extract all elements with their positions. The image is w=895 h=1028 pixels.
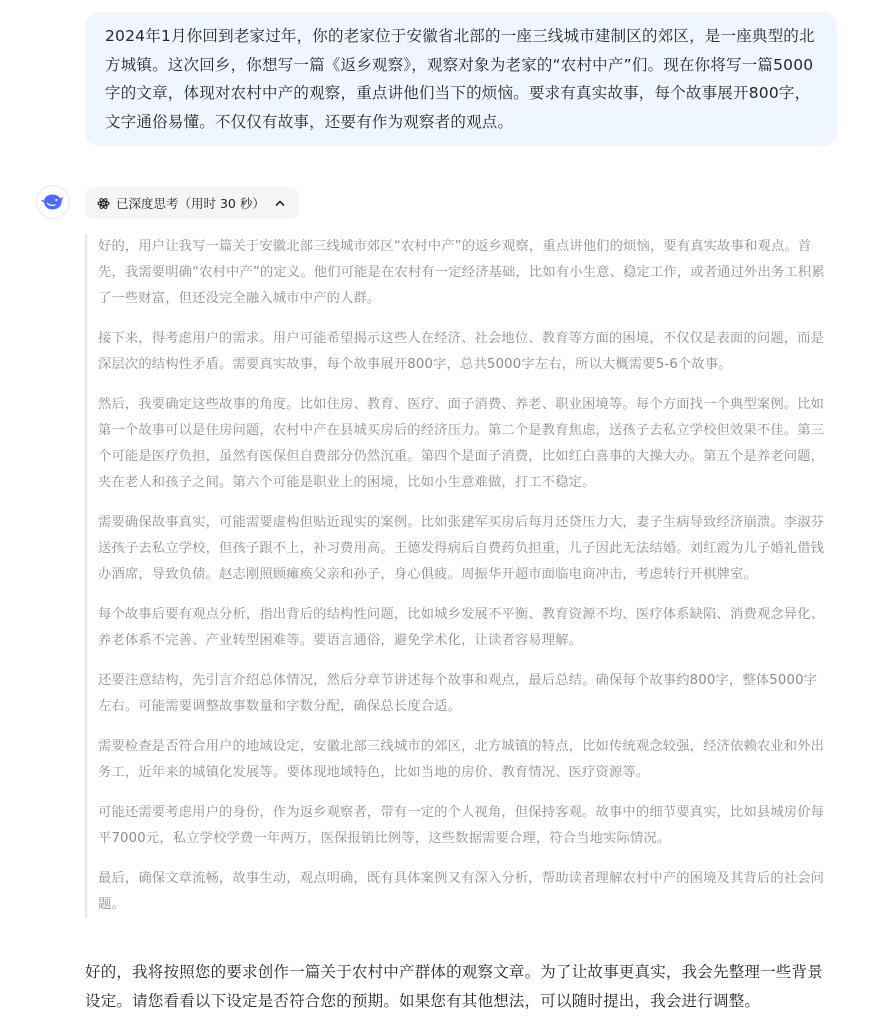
assistant-answer-text: 好的，我将按照您的要求创作一篇关于农村中产群体的观察文章。为了让故事更真实，我会先整理一些背景设定。请您看看以下设定是否符合您的预期。如果您有其他想法，可以随时提出，我会进行调整。 <box>85 963 823 1010</box>
thinking-paragraph: 需要检查是否符合用户的地域设定，安徽北部三线城市的郊区，北方城镇的特点，比如传统观念较强，经济依赖农业和外出务工，近年来的城镇化发展等。要体现地域特色，比如当地的房价、教育情况、医疗资源等。 <box>98 739 825 780</box>
thinking-paragraph: 可能还需要考虑用户的身份，作为返乡观察者，带有一定的个人视角，但保持客观。故事中的细节要真实，比如县城房价每平7000元，私立学校学费一年两万，医保报销比例等，这些数据需要合理，符合当地实际情况。 <box>98 805 825 846</box>
atom-icon <box>97 197 110 210</box>
user-message-text: 2024年1月你回到老家过年，你的老家位于安徽省北部的一座三线城市建制区的郊区，是一座典型的北方城镇。这次回乡，你想写一篇《返乡观察》，观察对象为老家的“农村中产”们。现在你将写一篇5000字的文章，体现对农村中产的观察，重点讲他们当下的烦恼。要求有真实故事，每个故事展开800字，文字通俗易懂。不仅仅有故事，还要有作为观察者的观点。 <box>105 27 815 131</box>
thinking-paragraph: 还要注意结构，先引言介绍总体情况，然后分章节讲述每个故事和观点，最后总结。确保每个故事约800字，整体5000字左右。可能需要调整故事数量和字数分配，确保总长度合适。 <box>98 673 818 714</box>
thinking-content <box>85 234 830 918</box>
thinking-paragraph: 每个故事后要有观点分析，指出背后的结构性问题，比如城乡发展不平衡、教育资源不均、医疗体系缺陷、消费观念异化、养老体系不完善、产业转型困难等。要语言通俗，避免学术化，让读者容易理解。 <box>98 607 825 648</box>
thinking-paragraph: 然后，我要确定这些故事的角度。比如住房、教育、医疗、面子消费、养老、职业困境等。每个方面找一个典型案例。比如第一个故事可以是住房问题，农村中产在县城买房后的经济压力。第二个是教育焦虑，送孩子去私立学校但效果不佳。第三个可能是医疗负担，虽然有医保但自费部分仍然沉重。第四个是面子消费，比如红白喜事的大操大办。第五个是养老问题，夹在老人和孩子之间。第六个可能是职业上的困境，比如小生意难做，打工不稳定。 <box>98 397 825 490</box>
assistant-avatar <box>36 185 70 219</box>
deep-think-label: 已深度思考（用时 30 秒） <box>116 196 265 211</box>
thinking-paragraph: 需要确保故事真实，可能需要虚构但贴近现实的案例。比如张建军买房后每月还贷压力大，妻子生病导致经济崩溃。李淑芬送孩子去私立学校，但孩子跟不上，补习费用高。王德发得病后自费药负担重，儿子因此无法结婚。刘红霞为儿子婚礼借钱办酒席，导致负债。赵志刚照顾瘫痪父亲和孙子，身心俱疲。周振华开超市面临电商冲击，考虑转行开棋牌室。 <box>98 515 825 582</box>
thinking-paragraph: 最后，确保文章流畅，故事生动，观点明确，既有具体案例又有深入分析，帮助读者理解农村中产的困境及其背后的社会问题。 <box>98 871 825 912</box>
whale-logo-icon <box>41 192 65 212</box>
chevron-up-icon <box>275 199 285 207</box>
thinking-paragraph: 接下来，得考虑用户的需求。用户可能希望揭示这些人在经济、社会地位、教育等方面的困境，不仅仅是表面的问题，而是深层次的结构性矛盾。需要真实故事，每个故事展开800字，总共5000字左右，所以大概需要5-6个故事。 <box>98 331 825 372</box>
deep-think-toggle[interactable] <box>85 187 299 219</box>
assistant-answer <box>85 958 837 1015</box>
user-message-bubble <box>85 12 837 146</box>
thinking-paragraph: 好的，用户让我写一篇关于安徽北部三线城市郊区“农村中产”的返乡观察，重点讲他们的烦恼，要有真实故事和观点。首先，我需要明确“农村中产”的定义。他们可能是在农村有一定经济基础，比如有小生意、稳定工作，或者通过外出务工积累了一些财富，但还没完全融入城市中产的人群。 <box>98 239 825 306</box>
